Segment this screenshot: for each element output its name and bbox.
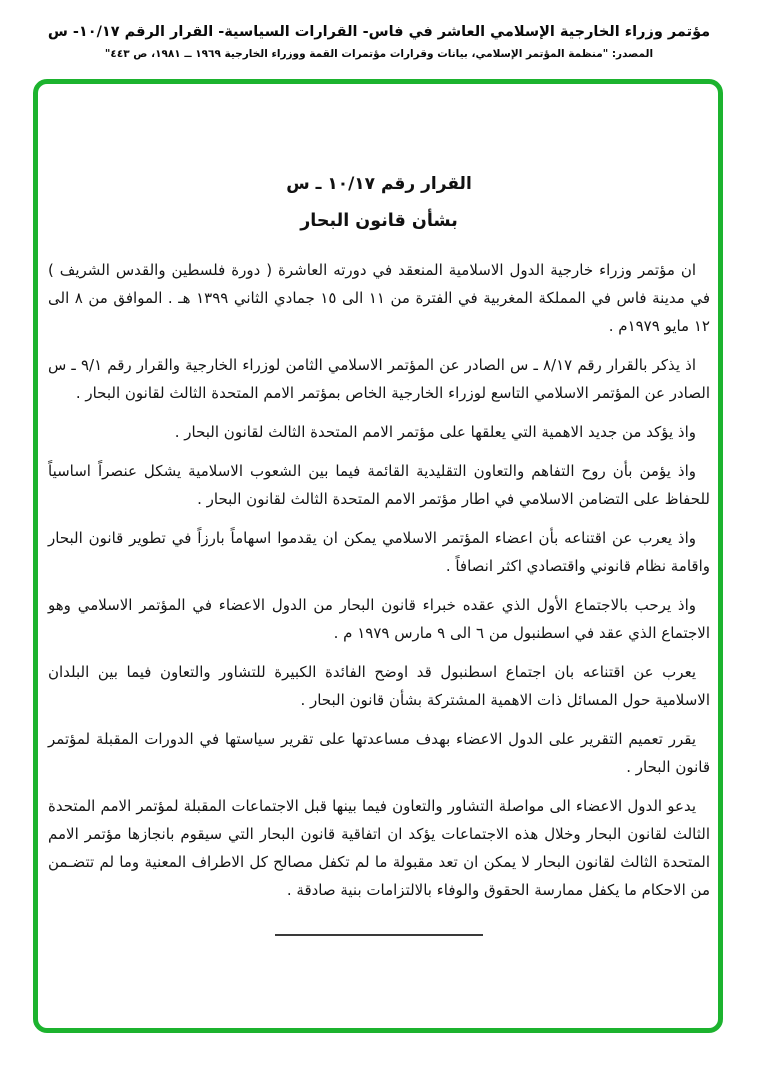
document-paragraph: واذ يرحب بالاجتماع الأول الذي عقده خبراء قانون البحار من الدول الاعضاء في المؤتمر الاسلامي وهو الاجتماع الذي عقد في اسطنبول من ٦ الى ٩ مارس ١٩٧٩ م . <box>48 596 710 642</box>
document-paragraph: واذ يؤكد من جديد الاهمية التي يعلقها على مؤتمر الامم المتحدة الثالث لقانون البحار . <box>174 423 696 441</box>
header-source-line: المصدر: "منظمة المؤتمر الإسلامي، بيانات وقرارات مؤتمرات القمة ووزراء الخارجية ١٩٦٩ ــ ١٩٨١، ص ٤٤٣" <box>104 48 654 60</box>
footnote-divider <box>275 934 483 936</box>
header-title-line: مؤتمر وزراء الخارجية الإسلامي العاشر في فاس- القرارات السياسية- القرار الرقم ١٠/١٧- س <box>47 24 711 40</box>
document-paragraph: يقرر تعميم التقرير على الدول الاعضاء بهدف مساعدتها على تقرير سياستها في الدورات المقبلة لمؤتمر قانون البحار . <box>48 730 710 776</box>
document-paragraph: اذ يذكر بالقرار رقم ٨/١٧ ـ س الصادر عن المؤتمر الاسلامي الثامن لوزراء الخارجية والقرار رقم ٩/١ ـ س الصادر عن المؤتمر الاسلامي التاسع لوزراء الخارجية الخاص بمؤتمر الامم المتحدة الثالث لقانون البحار . <box>48 356 710 402</box>
document-header <box>0 0 758 62</box>
document-paragraph: واذ يعرب عن اقتناعه بأن اعضاء المؤتمر الاسلامي يمكن ان يقدموا اسهاماً بارزاً في تطوير قانون البحار واقامة نظام قانوني واقتصادي اكثر انصافاً . <box>48 529 710 575</box>
document-paragraph: ان مؤتمر وزراء خارجية الدول الاسلامية المنعقد في دورته العاشرة ( دورة فلسطين والقدس الشريف ) في مدينة فاس في المملكة المغربية في الفترة من ١١ الى ١٥ جمادي الثاني ١٣٩٩ هـ . الموافق من ٨ الى ١٢ مايو ١٩٧٩م . <box>48 261 710 335</box>
resolution-number-title: القرار رقم ١٠/١٧ ـ س <box>286 174 472 194</box>
document-border-frame <box>33 79 723 1033</box>
document-paragraph: يعرب عن اقتناعه بان اجتماع اسطنبول قد اوضح الفائدة الكبيرة للتشاور والتعاون فيما بين البلدان الاسلامية حول المسائل ذات الاهمية المشتركة بشأن قانون البحار . <box>48 663 710 709</box>
document-paragraph: واذ يؤمن بأن روح التفاهم والتعاون التقليدية القائمة فيما بين الشعوب الاسلامية يشكل عنصراً اساسياً للحفاظ على التضامن الاسلامي في اطار مؤتمر الامم المتحدة الثالث لقانون البحار . <box>48 462 710 508</box>
resolution-subject-title: بشأن قانون البحار <box>300 211 458 231</box>
document-paragraph: يدعو الدول الاعضاء الى مواصلة التشاور والتعاون فيما بينها قبل الاجتماعات المقبلة لمؤتمر الامم المتحدة الثالث لقانون البحار وخلال هذه الاجتماعات يؤكد ان اتفاقية قانون البحار التي سيقوم بانجازها مؤتمر الامم المتحدة الثالث لقانون البحار لا يمكن ان تعد مقبولة ما لم تكفل مصالح كل الاطراف المعنية وما لم تتضـمن من الاحكام ما يكفل ممارسة الحقوق والوفاء بالالتزامات بنية صادقة . <box>48 797 710 899</box>
